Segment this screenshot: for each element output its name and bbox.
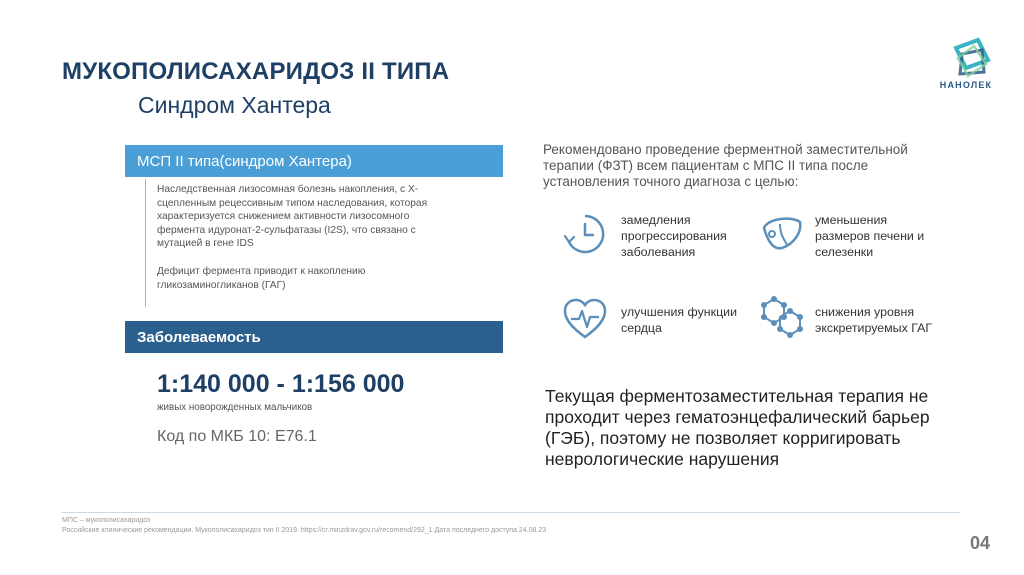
- bbb-note: Текущая ферментозаместительная терапия не проходит через гематоэнцефалический барьер (ГЭБ), поэтому не позволяет корригировать неврологические нарушения: [545, 386, 930, 469]
- molecule-icon: [758, 293, 806, 341]
- incidence-value: 1:140 000 - 1:156 000: [157, 370, 405, 398]
- footer-divider: [62, 512, 960, 513]
- section-mps-title-rest: (синдром Хантера): [219, 152, 352, 170]
- goal-heart-function: улучшения функции сердца: [621, 305, 738, 335]
- goal-slow-progression: замедления прогрессирования заболевания: [621, 213, 727, 259]
- section-mps-header: [125, 145, 503, 177]
- page-number: 04: [970, 533, 991, 553]
- heart-icon: [561, 295, 609, 343]
- footer-source: Российские клинические рекомендации. Мукополисахаридоз тип II 2019. https://cr.minzdrav.gov.ru/recomend/292_1 Дата последнего доступа 24.08.23: [62, 527, 547, 534]
- goal-reduce-organs: уменьшения размеров печени и селезенки: [815, 213, 925, 259]
- section-incidence-header: Заболеваемость: [125, 321, 503, 353]
- description-paragraph: Дефицит фермента приводит к накоплению гликозаминогликанов (ГАГ): [157, 265, 366, 291]
- description-divider: [145, 179, 146, 307]
- page-subtitle: Синдром Хантера: [138, 92, 331, 118]
- page-title: МУКОПОЛИСАХАРИДОЗ II ТИПА: [62, 58, 450, 85]
- clock-icon: [561, 210, 609, 258]
- liver-icon: [758, 210, 806, 258]
- description-paragraph: Наследственная лизосомная болезнь накопления, с Х-сцепленным рецессивным типом наследования, которая характеризуется снижением активности лизосомного фермента идуронат-2-сульфатазы (I2S), что связано с мутацией в гене IDS: [157, 184, 428, 250]
- incidence-note: живых новорожденных мальчиков: [157, 402, 313, 413]
- logo-text: НАНОЛЕК: [939, 80, 993, 90]
- section-mps-title-bold: МСП II типа: [137, 152, 220, 170]
- icd-code: Код по МКБ 10: E76.1: [157, 428, 317, 445]
- footer-abbreviation: МПС – мукополисахаридоз: [62, 517, 151, 524]
- disease-description: [157, 183, 457, 306]
- recommendation-text: Рекомендовано проведение ферментной заместительной терапии (ФЗТ) всем пациентам с МПС II типа после установления точного диагноза с целью:: [543, 142, 908, 189]
- goal-reduce-gag: снижения уровня экскретируемых ГАГ: [815, 305, 933, 335]
